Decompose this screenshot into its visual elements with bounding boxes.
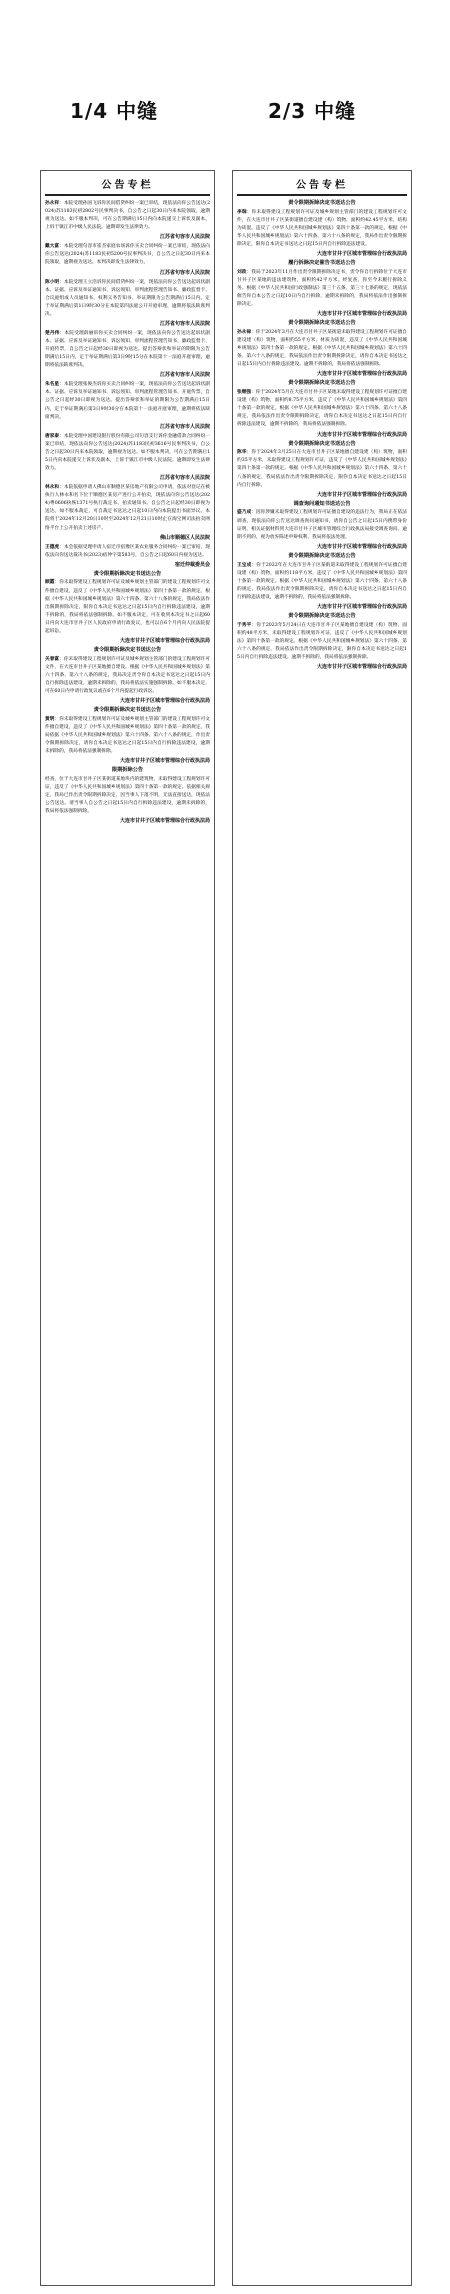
- notice-column-right: [232, 170, 412, 2286]
- notice-signature: 大连市甘井子区城市管理综合行政执法局: [316, 491, 407, 498]
- notice-text: ：你未取得建设工程规划许可证及城乡规划主管部门的建设工程规划许可文件，在大连市甘井子区某地擅自建设。根据《中华人民共和国城乡规划法》第六十四条、第六十八条的规定，我局决定责令你自本决定书送达之日起15日内自行拆除违法建设。逾期未拆除的，我局将依法实施强制拆除。如不服本决定，可在60日内申请行政复议或在6个月内提起行政诉讼。: [45, 656, 210, 695]
- addressee-name: 戴大富: [45, 244, 60, 250]
- column-body: [237, 200, 407, 670]
- notice-paragraph: [45, 330, 210, 370]
- notice-paragraph: [45, 579, 210, 636]
- notice-paragraph: [45, 544, 210, 560]
- addressee-name: 孙永祥: [45, 201, 60, 206]
- notice-paragraph: [45, 716, 210, 756]
- notice-text: ：本院受理张俊杰诉你买卖合同纠纷一案，现依法向你公告送达起诉状副本、证据、应诉及举证通知书、诉讼须知、审判流程管理告知书、开庭传票，自公告之日起经30日即视为送达。提出答辩状和举证的期限为公告期满后15日内，定于举证期满后第3日9时30分在本院第十一法庭开庭审理，逾期将依法缺席判决。: [45, 382, 210, 420]
- column-body: [45, 200, 210, 824]
- addressee-name: 陈华: [237, 450, 247, 456]
- addressee-name: 朱名星: [45, 382, 60, 388]
- notice-text: ：本院受理王立浩诉你民间借贷纠纷一案，现依法向你公告送达起诉状副本、证据、应诉及举证通知书、诉讼须知、审判流程管理告知书、廉政监督卡、合议庭组成人员通知书、权利义务告知书、举证期限为公告期满后15日内。定于举证期满后第1日9时30分在本院第四法庭公开开庭审理，逾期将依法缺席判决。: [45, 279, 210, 317]
- notice-text: ：我局于2023年11月作出责令限期拆除决定书，责令你自行拆除位于大连市甘井子区某地的违法建筑物，面积约42平方米。经复查，你至今未履行拆除义务。根据《中华人民共和国行政强制法》第三十五条、第三十七条的规定，现依法催告你自本公告之日起10日内自行拆除，逾期未拆除的，我局将依法作出强制拆除决定。: [237, 269, 407, 308]
- notice-signature: 大连市甘井子区城市管理综合行政执法局: [316, 371, 407, 378]
- notice-paragraph: [237, 269, 407, 309]
- notice-paragraph: [237, 449, 407, 489]
- column-title: 公告专栏: [45, 174, 210, 196]
- notice-signature: 宿迁仲裁委员会: [174, 561, 210, 568]
- notice-signature: 佛山市顺德区人民法院: [159, 534, 210, 541]
- notice-paragraph: [45, 279, 210, 319]
- notice-title: 责令限期拆除决定书送达公告: [288, 380, 356, 387]
- notice-paragraph: [237, 329, 407, 369]
- notice-title: 责令限期拆除决定书送达公告: [288, 612, 356, 619]
- notice-paragraph: [45, 433, 210, 473]
- notice-signature: 大连市甘井子区城市管理综合行政执法局: [119, 638, 210, 645]
- addressee-name: 李瑞: [237, 209, 247, 215]
- notice-signature: 江苏省句容市人民法院: [159, 234, 210, 241]
- notice-text: ：本院受理句容市崔杰家庭农场诉你买卖合同纠纷一案已审结，现依法向你公告送达(2024)苏1183民初5200号民事判决书，自公告之日起30日内来本院领取，逾期视为送达。本判决即发生法律效力。: [45, 244, 210, 266]
- notice-signature: 大连市甘井子区城市管理综合行政执法局: [316, 251, 407, 258]
- notice-title: 责令限期拆除决定书送达公告: [93, 570, 162, 577]
- notice-paragraph: [45, 243, 210, 267]
- notice-signature: 大连市甘井子区城市管理综合行政执法局: [316, 603, 407, 610]
- addressee-name: 于秀平: [237, 622, 252, 628]
- notice-title: 责令限期拆除决定书送达公告: [288, 320, 356, 327]
- addressee-name: 顾霞: [45, 580, 55, 586]
- notice-paragraph: [237, 562, 407, 602]
- notice-title: 责令限期拆除决定书送达公告: [93, 707, 162, 714]
- notice-signature: 江苏省句容市人民法院: [159, 475, 210, 482]
- notice-paragraph: [45, 200, 210, 232]
- addressee-name: 盛乃成: [237, 510, 252, 516]
- notice-signature: 大连市甘井子区城市管理综合行政执法局: [316, 543, 407, 550]
- notice-text: ：因你涉嫌未取得建设工程规划许可证擅自建设的违法行为，我局正在依法调查，现依法向你公告送达调查询问通知书，请你自公告之日起15日内携带身份证明、相关证据材料到大连市甘井子区城市管理综合行政执法局接受调查询问。逾期不到的，视为放弃陈述申辩权利，我局将依法处理。: [237, 510, 407, 540]
- notice-signature: 大连市甘井子区城市管理综合行政执法局: [316, 311, 407, 318]
- notice-title: 责令限期拆除决定书送达公告: [288, 552, 356, 559]
- notice-paragraph: [237, 209, 407, 249]
- addressee-name: 唐家泰: [45, 433, 60, 439]
- addressee-name: 刘政: [237, 269, 247, 275]
- notice-text: ：你未取得建设工程规划许可证及城乡规划主管部门的建设工程规划许可文件，在大连市甘井子区某街道擅自建设建（构）筑物，面积约42.45平方米，结构为砖混。违反了《中华人民共和国城乡规划法》第四十条第一款的规定。根据《中华人民共和国城乡规划法》第六十四条、第六十八条的规定，我局作出责令限期拆除决定，限你自本决定书送达之日起15日内自行拆除违法建设。: [237, 209, 407, 248]
- notice-title: 履行拆除决定催告书送达公告: [288, 260, 356, 267]
- notice-paragraph: [45, 484, 210, 532]
- notice-title: 调查询问通知书送达公告: [293, 500, 351, 507]
- notice-title: 限期拆除公告: [111, 767, 144, 774]
- notice-signature: 大连市甘井子区城市管理综合行政执法局: [119, 698, 210, 705]
- addressee-name: 张继强: [237, 390, 252, 396]
- notice-title: 责令限期拆除决定书送达公告: [93, 647, 162, 654]
- notice-signature: 大连市甘井子区城市管理综合行政执法局: [119, 818, 210, 825]
- notice-signature: 大连市甘井子区城市管理综合行政执法局: [316, 431, 407, 438]
- column-title: 公告专栏: [237, 174, 407, 196]
- notice-text: ：你于2024年3月在大连市甘井子区某街道未取得建设工程规划许可证擅自建设建（构）筑物，面积约55平方米，材质为砖混，违反了《中华人民共和国城乡规划法》第四十条第一款的规定。根据《中华人民共和国城乡规划法》第六十四条、第六十八条的规定，我局依法作出责令限期拆除决定，请你自本决定书送达之日起15日内自行拆除违法建设。逾期不拆除的，我局将依法强制拆除。: [237, 330, 407, 368]
- notice-column-left: [40, 170, 215, 2286]
- notice-signature: 江苏省句容市人民法院: [159, 320, 210, 327]
- notice-text: ：本院依据申请人佛山市顺德区某房地产有限公司申请，依法对登记在被执行人林永和名下位于顺德区某房产进行公开拍卖，现依法向你公告送达(2024)粤0606执恢1371号执行裁定书、拍卖通知书。自公告之日起经30日即视为送达。如不服本裁定，可自裁定书送达之日起10日内向本院提出书面异议。本院将于2024年12月20日10时至2024年12月21日10时止在淘宝网司法拍卖网络平台上公开拍卖上述房产。: [45, 485, 210, 531]
- notice-title: 责令限期拆除决定书送达公告: [288, 200, 356, 206]
- addressee-name: 王德虎: [45, 544, 60, 550]
- notice-text: ：你于2023年5月24日在大连市甘井子区某地擅自建设建（构）筑物，面积约48平方米，未取得建设工程规划许可证，违反了《中华人民共和国城乡规划法》第四十条第一款的规定。根据《中华人民共和国城乡规划法》第六十四条、第六十八条的规定，我局依法作出责令限期拆除决定，限你自本决定书送达之日起15日内自行拆除违法建设。逾期不拆除的，我局将依法强制拆除。: [237, 622, 407, 660]
- notice-paragraph: [45, 381, 210, 421]
- addressee-name: 林永和: [45, 485, 60, 491]
- notice-paragraph: [237, 622, 407, 662]
- notice-text: ：本会依据受理申请人宿迁市宿豫区某农业服务合同纠纷一案已审结，现依法向你送达裁决书(2023)宿仲字第583号，自公告之日起60日内视为送达。: [45, 544, 210, 558]
- addressee-name: 陈小明: [45, 279, 60, 285]
- notice-paragraph: [45, 776, 210, 816]
- addressee-name: 关春富: [45, 656, 60, 662]
- notice-text: 经查，位于大连市甘井子区某街道某地块内的建筑物，未取得建设工程规划许可证，违反了《中华人民共和国城乡规划法》第四十条第一款的规定。依据相关规定，我局已作出责令限期拆除决定，因当事人下落不明，无法直接送达，现依法公告送达。请当事人自公告之日起15日内自行拆除违法建设，逾期未拆除的，我局将依法强制拆除。: [45, 777, 210, 815]
- column-header-left: 1/4 中缝: [70, 99, 159, 123]
- addressee-name: 王宝成: [237, 562, 252, 568]
- notice-text: ：你于2024年5月在大连市甘井子区某地未取得建设工程规划许可证擅自建设建（构）筑物，面积约8.75平方米，违反了《中华人民共和国城乡规划法》第四十条第一款的规定。根据《中华人民共和国城乡规划法》第六十四条、第六十八条规定，我局依法作出责令限期拆除决定，请你自本决定书送达之日起15日内自行拆除违法建设，逾期不拆除的，我局将依法强制拆除。: [237, 390, 407, 428]
- notice-text: ：本院受理中国建设银行股份有限公司句容支行诉你金融借款合同纠纷一案已审结，现依法向你公告送达(2024)苏1183民初3616号民事判决书，自公告之日起30日内来本院领取，逾期视为送达。如不服本判决，可在公告期满后15日内向本院递交上诉状及副本，上诉于镇江市中级人民法院。逾期即发生法律效力。: [45, 433, 210, 472]
- notice-signature: 大连市甘井子区城市管理综合行政执法局: [119, 758, 210, 765]
- notice-text: ：你未取得建设工程规划许可证及城乡规划主管部门的建设工程规划许可文件擅自建设，违反了《中华人民共和国城乡规划法》第四十条第一款的规定。根据《中华人民共和国城乡规划法》第六十四条、第六十八条的规定，我局依法作出限期拆除决定，限你自本决定书送达之日起15日内自行拆除违法建设，逾期不拆除的，我局将依法强制拆除。如不服本决定，可在收到本决定书之日起60日内向大连市甘井子区人民政府申请行政复议，也可以在6个月内向人民法院提起诉讼。: [45, 580, 210, 634]
- addressee-name: 楚丹伟: [45, 330, 60, 336]
- notice-text: ：你未取得建设工程规划许可证及城乡规划主管部门的建设工程规划许可文件擅自建设，违反了《中华人民共和国城乡规划法》第四十条第一款的规定。我局依据《中华人民共和国城乡规划法》第六十四条、第六十八条的规定，作出责令限期拆除决定，请你自本决定书送达之日起15日内自行拆除违法建设，逾期未拆除的，我局将依法强制拆除。: [45, 716, 210, 755]
- notice-paragraph: [237, 509, 407, 541]
- column-header-right: 2/3 中缝: [268, 99, 357, 123]
- notice-signature: 江苏省句容市人民法院: [159, 372, 210, 379]
- notice-title: 责令限期拆除决定书送达公告: [288, 440, 356, 447]
- addressee-name: 黄明: [45, 716, 55, 722]
- notice-signature: 江苏省句容市人民法院: [159, 269, 210, 276]
- notice-text: ：你于2024年3月25日在大连市甘井子区某地擅自建设建（构）筑物，面积约35平方米，未取得建设工程规划许可证，违反了《中华人民共和国城乡规划法》第四十条第一款的规定。根据《中华人民共和国城乡规划法》第六十四条、第六十八条的规定，我局依法作出责令限期拆除决定，限你自本决定书送达之日起15日内自行拆除。: [237, 450, 407, 488]
- notice-paragraph: [45, 656, 210, 696]
- notice-paragraph: [237, 389, 407, 429]
- notice-signature: 江苏省句容市人民法院: [159, 423, 210, 430]
- addressee-name: 孙永禄: [237, 330, 252, 336]
- notice-text: ：本院受理孙国飞诉你民间借贷纠纷一案已审结，现依法向你公告送达(2024)苏1183民初2802号民事判决书，自公告之日起30日内来本院领取，逾期视为送达。如不服本判决，可在公告期满后15日内向本院递交上诉状及副本，上诉于镇江市中级人民法院。逾期即发生法律效力。: [45, 201, 210, 231]
- notice-text: ：你于2022年在大连市甘井子区某街道未取得建设工程规划许可证擅自建设建（构）筑物，面积约118平方米，违反了《中华人民共和国城乡规划法》第四十条第一款的规定。根据《中华人民共和国城乡规划法》第六十四条、第六十八条的规定，我局依法作出责令限期拆除决定，请你自本决定书送达之日起15日内自行拆除违法建设，逾期不拆除的，我局将依法强制拆除。: [237, 562, 407, 600]
- notice-text: ：本院受理薛丽诉你买卖合同纠纷一案，现依法向你公告送达起诉状副本、证据、应诉及举证通知书、诉讼须知、审判流程管理告知书、廉政监督卡、开庭传票，自公告之日起经30日即视为送达。提出答辩状和举证的期限为公告期满后15日内，定于举证期满后第3日9时15分在本院第十一法庭开庭审理，逾期将依法缺席判决。: [45, 330, 210, 369]
- notice-signature: 大连市甘井子区城市管理综合行政执法局: [316, 664, 407, 671]
